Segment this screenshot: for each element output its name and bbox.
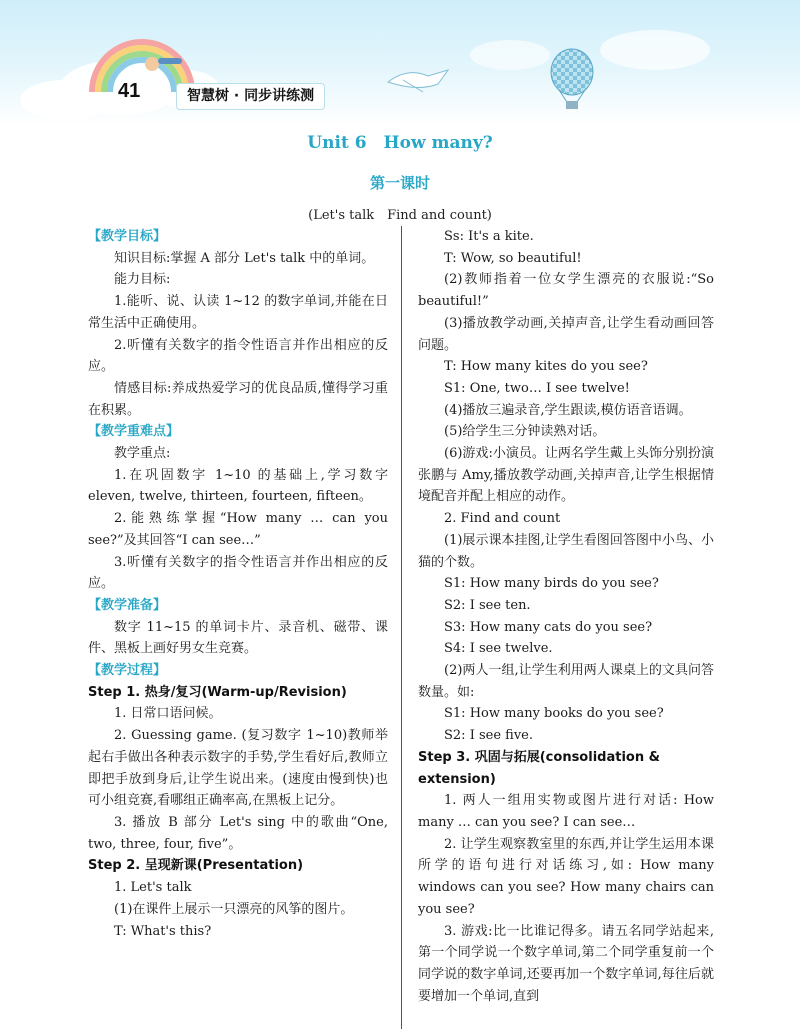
section-heading-preparation: 【教学准备】 <box>88 597 167 613</box>
lesson-title: 第一课时 <box>369 174 430 192</box>
paragraph: S1: How many books do you see? <box>444 706 664 722</box>
left-column <box>88 226 388 942</box>
paragraph: 2.能熟练掌握“How many … can you see?”及其回答“I can see…” <box>88 511 388 548</box>
series-title: 智慧树 · 同步讲练测 <box>176 83 325 110</box>
section-heading-process: 【教学过程】 <box>88 663 167 679</box>
cloud-decoration <box>600 30 710 70</box>
column-divider <box>401 226 402 1029</box>
paragraph: 1. 两人一组用实物或图片进行对话: How many … can you see? I can see… <box>418 793 714 830</box>
paragraph: 3.听懂有关数字的指令性语言并作出相应的反应。 <box>88 554 388 592</box>
paragraph: 3. 播放 B 部分 Let's sing 中的歌曲“One, two, three, four, five”。 <box>88 814 388 852</box>
cloud-decoration <box>470 40 550 70</box>
kite-icon <box>383 62 453 102</box>
paragraph: (1)在课件上展示一只漂亮的风筝的图片。 <box>114 901 354 917</box>
paragraph: T: How many kites do you see? <box>444 359 648 375</box>
paragraph: (2)教师指着一位女学生漂亮的衣服说:“So beautiful!” <box>418 272 714 310</box>
paragraph: 1. Let's talk <box>114 880 192 896</box>
paragraph: 2.听懂有关数字的指令性语言并作出相应的反应。 <box>88 337 388 375</box>
paragraph: S2: I see ten. <box>444 597 531 613</box>
paragraph: 数字 11~15 的单词卡片、录音机、磁带、课件、黑板上画好男女生竞赛。 <box>88 619 388 657</box>
paragraph: 教学重点: <box>114 446 171 462</box>
paragraph: S1: One, two… I see twelve! <box>444 380 630 396</box>
step-heading-3: Step 3. 巩固与拓展(consolidation & extension) <box>418 749 660 787</box>
paragraph: 1. 日常口语问候。 <box>114 706 222 722</box>
hot-air-balloon-icon <box>545 48 599 110</box>
paragraph: 知识目标:掌握 A 部分 Let's talk 中的单词。 <box>114 250 375 266</box>
paragraph: Ss: It's a kite. <box>444 229 534 244</box>
section-heading-objectives: 【教学目标】 <box>88 229 167 244</box>
paragraph: (5)给学生三分钟读熟对话。 <box>444 424 606 440</box>
paragraph: 2. Find and count <box>444 511 561 527</box>
paragraph: S4: I see twelve. <box>444 641 553 657</box>
step-heading-2: Step 2. 呈现新课(Presentation) <box>88 858 304 874</box>
paragraph: (1)展示课本挂图,让学生看图回答图中小鸟、小猫的个数。 <box>418 532 714 570</box>
paragraph: 3. 游戏:比一比谁记得多。请五名同学站起来,第一个同学说一个数字单词,第二个同学重复前一个同学说的数字单词,还要再加一个数字单词,每往后就要增加一个单词,直到 <box>418 923 714 1004</box>
paragraph: S3: How many cats do you see? <box>444 619 653 635</box>
paragraph: S1: How many birds do you see? <box>444 576 659 592</box>
lesson-subtitle: (Let's talk Find and count) <box>308 208 492 223</box>
paragraph: (4)播放三遍录音,学生跟读,模仿语音语调。 <box>444 402 692 418</box>
paragraph: 能力目标: <box>114 272 171 288</box>
page-number: 41 <box>118 80 141 102</box>
section-heading-keypoints: 【教学重难点】 <box>88 424 180 440</box>
paragraph: 1.在巩固数字 1~10 的基础上,学习数字 eleven, twelve, thirteen, fourteen, fifteen。 <box>88 467 388 505</box>
paragraph: T: What's this? <box>114 923 212 939</box>
paragraph: 2. 让学生观察教室里的东西,并让学生运用本课所学的语句进行对话练习,如: How many windows can you see? How many chairs can you see? <box>418 836 714 917</box>
unit-title: Unit 6 How many? <box>307 133 493 153</box>
paragraph: T: Wow, so beautiful! <box>444 250 582 266</box>
paragraph: (6)游戏:小演员。让两名学生戴上头饰分别扮演张鹏与 Amy,播放教学动画,关掉声音,让学生根据情境配音并配上相应的动作。 <box>418 446 714 505</box>
paragraph: (3)播放教学动画,关掉声音,让学生看动画回答问题。 <box>418 315 714 353</box>
paragraph: 2. Guessing game. (复习数字 1~10)教师举起右手做出各种表示数字的手势,学生看好后,教师立即把手放到身后,让学生说出来。(速度由慢到快)也可小组竞赛,看哪组正确率高,在黑板上记分。 <box>88 728 388 809</box>
paragraph: (2)两人一组,让学生利用两人课桌上的文具问答数量。如: <box>418 663 714 700</box>
paragraph: S2: I see five. <box>444 728 533 744</box>
paragraph: 1.能听、说、认读 1~12 的数字单词,并能在日常生活中正确使用。 <box>88 294 388 331</box>
step-heading-1: Step 1. 热身/复习(Warm-up/Revision) <box>88 684 347 700</box>
page-header-banner <box>0 0 800 125</box>
paragraph: 情感目标:养成热爱学习的优良品质,懂得学习重在积累。 <box>88 380 388 418</box>
right-column <box>418 226 714 1007</box>
